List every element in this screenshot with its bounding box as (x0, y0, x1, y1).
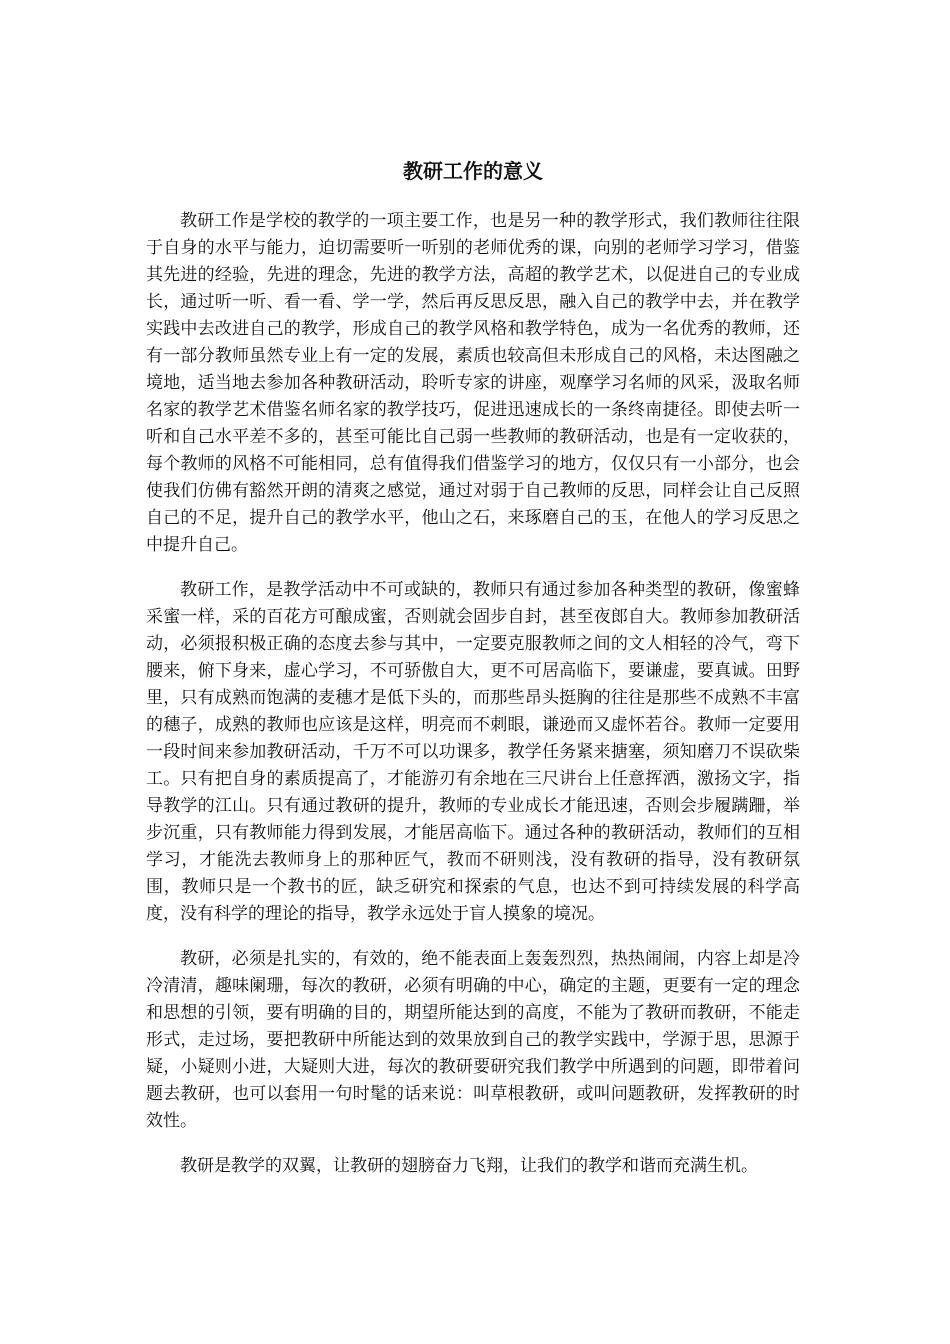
paragraph-3: 教研，必须是扎实的，有效的，绝不能表面上轰轰烈烈，热热闹闹，内容上却是冷冷清清，趣味阑珊，每次的教研，必须有明确的中心，确定的主题，更要有一定的理念和思想的引领，要有明确的目的，期望所能达到的高度，不能为了教研而教研，不能走形式，走过场，要把教研中所能达到的效果放到自己的教学实践中，学源于思，思源于疑，小疑则小进，大疑则大进，每次的教研要研究我们教学中所遇到的问题，即带着问题去教研，也可以套用一句时髦的话来说：叫草根教研，或叫问题教研，发挥教研的时效性。 (146, 949, 800, 1131)
document-title: 教研工作的意义 (403, 159, 543, 183)
paragraph-2: 教研工作，是教学活动中不可或缺的，教师只有通过参加各种类型的教研，像蜜蜂采蜜一样，采的百花方可酿成蜜，否则就会固步自封，甚至夜郎自大。教师参加教研活动，必须报积极正确的态度去参与其中，一定要克服教师之间的文人相轻的冷气，弯下腰来，俯下身来，虚心学习，不可骄傲自大，更不可居高临下，要谦虚，要真诚。田野里，只有成熟而饱满的麦穗才是低下头的，而那些昂头挺胸的往往是那些不成熟不丰富的穗子，成熟的教师也应该是这样，明亮而不刺眼，谦逊而又虚怀若谷。教师一定要用一段时间来参加教研活动，千万不可以功课多，教学任务紧来搪塞，须知磨刀不误砍柴工。只有把自身的素质提高了，才能游刃有余地在三尺讲台上任意挥洒，激扬文字，指导教学的江山。只有通过教研的提升，教师的专业成长才能迅速，否则会步履蹒跚，举步沉重，只有教师能力得到发展，才能居高临下。通过各种的教研活动，教师们的互相学习，才能洗去教师身上的那种匠气，教而不研则浅，没有教研的指导，没有教研氛围，教师只是一个教书的匠，缺乏研究和探索的气息，也达不到可持续发展的科学高度，没有科学的理论的指导，教学永远处于盲人摸象的境况。 (146, 580, 800, 924)
paragraph-4: 教研是教学的双翼，让教研的翅膀奋力飞翔，让我们的教学和谐而充满生机。 (180, 1156, 758, 1176)
document-page (146, 154, 800, 1198)
paragraph-1: 教研工作是学校的教学的一项主要工作，也是另一种的教学形式，我们教师往往限于自身的水平与能力，迫切需要听一听别的老师优秀的课，向别的老师学习学习，借鉴其先进的经验，先进的理念，先进的教学方法，高超的教学艺术，以促进自己的专业成长，通过听一听、看一看、学一学，然后再反思反思，融入自己的教学中去，并在教学实践中去改进自己的教学，形成自己的教学风格和教学特色，成为一名优秀的教师，还有一部分教师虽然专业上有一定的发展，素质也较高但未形成自己的风格，未达图融之境地，适当地去参加各种教研活动，聆听专家的讲座，观摩学习名师的风采，汲取名师名家的教学艺术借鉴名师名家的教学技巧，促进迅速成长的一条终南捷径。即使去听一听和自己水平差不多的，甚至可能比自己弱一些教师的教研活动，也是有一定收获的，每个教师的风格不可能相同，总有值得我们借鉴学习的地方，仅仅只有一小部分，也会使我们仿佛有豁然开朗的清爽之感觉，通过对弱于自己教师的反思，同样会让自己反照自己的不足，提升自己的教学水平，他山之石，来琢磨自己的玉，在他人的学习反思之中提升自己。 (146, 211, 800, 555)
